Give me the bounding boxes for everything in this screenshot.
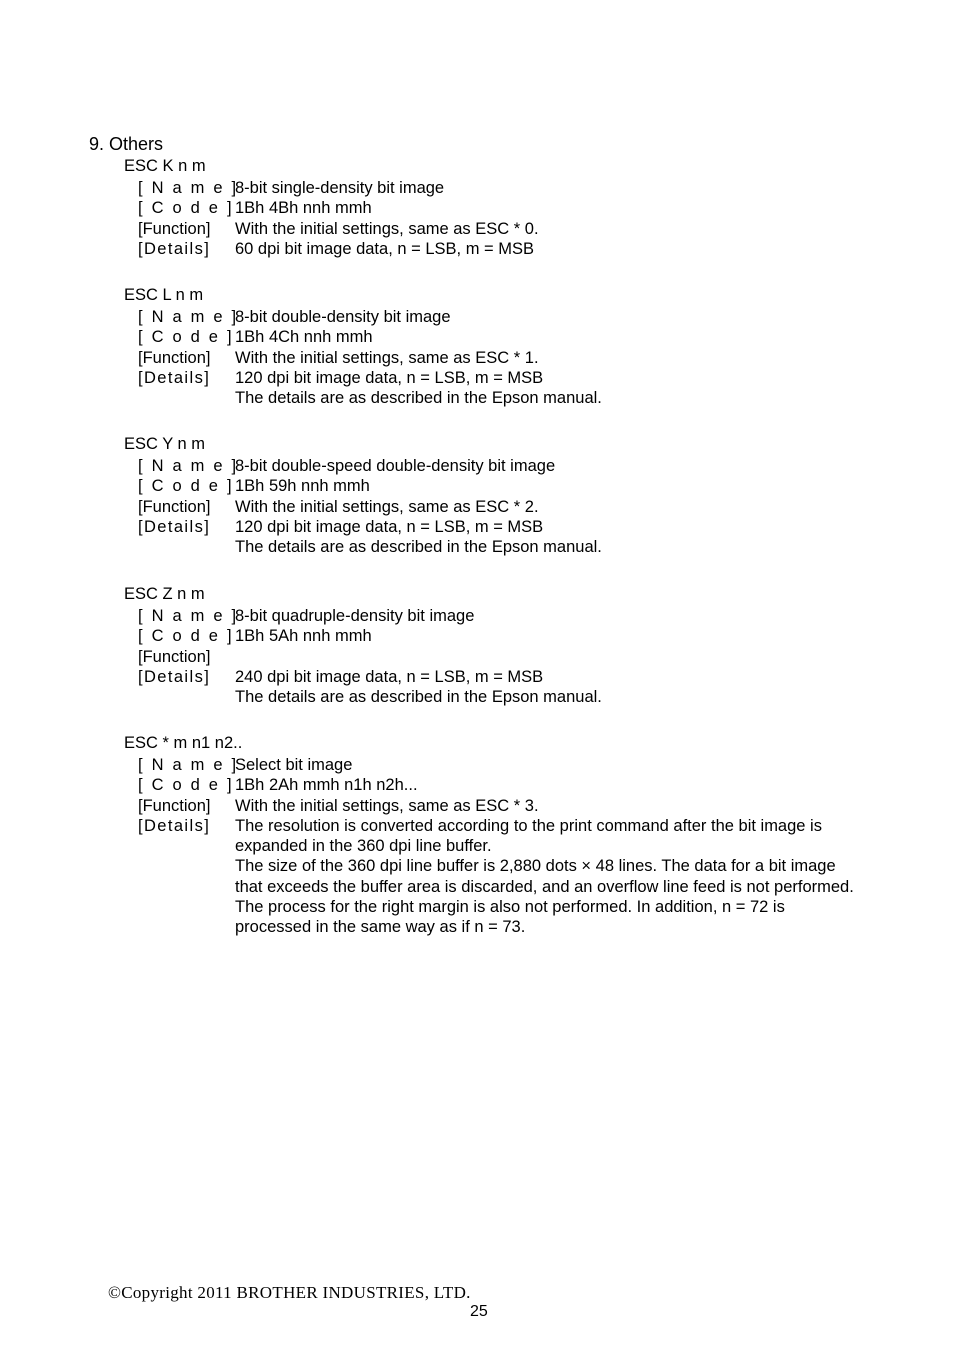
command-block-esc-star [124,733,884,938]
command-title: ESC K n m [124,157,206,175]
code-row [124,198,884,218]
function-label: [Function] [138,497,211,516]
name-label: [ N a m e ] [138,308,239,326]
name-value: 8-bit quadruple-density bit image [235,607,475,625]
details-row [124,816,884,938]
function-label: [Function] [138,796,211,815]
command-title: ESC L n m [124,286,204,304]
function-label: [Function] [138,348,211,367]
function-value [218,647,865,667]
function-label: [Function] [138,647,211,666]
function-row [124,647,884,667]
function-value: With the initial settings, same as ESC * 0. [235,219,539,238]
function-value: With the initial settings, same as ESC * 3. [235,796,539,815]
details-paragraph: 120 dpi bit image data, n = LSB, m = MSB [235,368,544,387]
details-row [124,239,884,259]
function-value: With the initial settings, same as ESC * 1. [235,348,539,367]
function-label: [Function] [138,219,211,238]
function-row [124,796,884,816]
details-label: [Details] [138,368,211,387]
function-row [124,348,884,368]
code-row [124,476,884,496]
details-paragraph: The size of the 360 dpi line buffer is 2,880 dots × 48 lines. The data for a bit image that exceeds the buffer area is discarded, and an overflow line feed is not performed. The process for the right margin is also not performed. In addition, n = 72 is processed in the same way as if n = 73. [235,857,854,937]
command-title: ESC * m n1 n2.. [124,734,243,752]
command-block-esc-l [124,285,884,408]
code-value: 1Bh 4Ch nnh mmh [235,328,373,347]
details-value [218,517,865,558]
details-row [124,368,884,409]
name-value: Select bit image [235,756,353,774]
code-value: 1Bh 4Bh nnh mmh [235,199,372,218]
details-paragraph: 120 dpi bit image data, n = LSB, m = MSB [235,517,544,536]
details-value [218,667,865,708]
details-label: [Details] [138,816,211,835]
details-paragraph: The details are as described in the Epson manual. [235,688,602,707]
command-title: ESC Z n m [124,585,205,603]
name-row [124,456,884,476]
command-block-esc-k [124,156,884,259]
code-row [124,775,884,795]
command-block-esc-y [124,434,884,557]
function-row [124,219,884,239]
name-value: 8-bit double-density bit image [235,308,451,326]
code-label: [ C o d e ] [138,477,234,496]
name-label: [ N a m e ] [138,179,239,197]
details-paragraph: The resolution is converted according to the print command after the bit image is expanded in the 360 dpi line buffer. [235,816,822,856]
name-row [124,606,884,626]
code-label: [ C o d e ] [138,199,234,218]
name-value: 8-bit single-density bit image [235,179,445,197]
command-title: ESC Y n m [124,435,206,453]
code-label: [ C o d e ] [138,328,234,347]
name-row [124,755,884,775]
code-value: 1Bh 2Ah mmh n1h n2h... [235,776,418,795]
details-paragraph: The details are as described in the Epson manual. [235,389,602,408]
details-value [218,816,865,938]
details-label: [Details] [138,239,211,258]
name-row [124,178,884,198]
name-row [124,307,884,327]
name-label: [ N a m e ] [138,756,239,774]
name-label: [ N a m e ] [138,607,239,625]
footer-copyright: ©Copyright 2011 BROTHER INDUSTRIES, LTD. [108,1283,471,1302]
code-value: 1Bh 59h nnh mmh [235,477,370,496]
details-value [218,239,865,259]
function-row [124,497,884,517]
code-label: [ C o d e ] [138,627,234,646]
name-value: 8-bit double-speed double-density bit image [235,457,556,475]
code-row [124,327,884,347]
details-paragraph: 240 dpi bit image data, n = LSB, m = MSB [235,667,544,686]
details-label: [Details] [138,667,211,686]
function-value: With the initial settings, same as ESC * 2. [235,497,539,516]
details-paragraph: 60 dpi bit image data, n = LSB, m = MSB [235,239,534,258]
details-value [218,368,865,409]
details-label: [Details] [138,517,211,536]
code-label: [ C o d e ] [138,776,234,795]
name-label: [ N a m e ] [138,457,239,475]
code-value: 1Bh 5Ah nnh mmh [235,627,372,646]
command-block-esc-z [124,584,884,707]
code-row [124,626,884,646]
details-paragraph: The details are as described in the Epson manual. [235,538,602,557]
page-number: 25 [470,1303,488,1320]
details-row [124,517,884,558]
section-heading: 9. Others [89,134,164,154]
details-row [124,667,884,708]
